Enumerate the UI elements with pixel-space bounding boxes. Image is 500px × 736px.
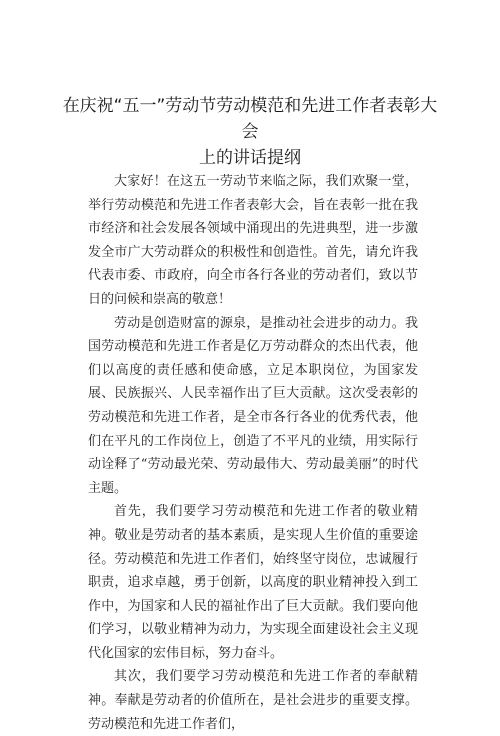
paragraph-2: 劳动是创造财富的源泉，是推动社会进步的动力。我国劳动模范和先进工作者是亿万劳动群众的杰出代表，他们以高度的责任感和使命感，立足本职岗位，为国家发展、民族振兴、人民幸福作出了巨大贡献。这次受表彰的劳动模范和先进工作者，是全市各行各业的优秀代表，他们在平凡的工作岗位上，创造了不平凡的业绩，用实际行动诠释了“劳动最光荣、劳动最伟大、劳动最美丽”的时代主题。 <box>88 315 418 496</box>
document-body <box>88 170 418 736</box>
paragraph-1: 大家好！在这五一劳动节来临之际，我们欢聚一堂，举行劳动模范和先进工作者表彰大会，旨在表彰一批在我市经济和社会发展各领域中涌现出的先进典型，进一步激发全市广大劳动群众的积极性和创造性。首先，请允许我代表市委、市政府，向全市各行各业的劳动者们，致以节日的问候和崇高的敬意！ <box>88 174 418 307</box>
paragraph-3: 首先，我们要学习劳动模范和先进工作者的敬业精神。敬业是劳动者的基本素质，是实现人生价值的重要途径。劳动模范和先进工作者们，始终坚守岗位，忠诚履行职责，追求卓越，勇于创新，以高度的职业精神投入到工作中，为国家和人民的福祉作出了巨大贡献。我们要向他们学习，以敬业精神为动力，为实现全面建设社会主义现代化国家的宏伟目标，努力奋斗。 <box>88 504 418 661</box>
paragraph-4: 其次，我们要学习劳动模范和先进工作者的奉献精神。奉献是劳动者的价值所在，是社会进步的重要支撑。劳动模范和先进工作者们， <box>88 669 418 732</box>
title-line-1: 在庆祝“五一”劳动节劳动模范和先进工作者表彰大会 <box>62 96 438 142</box>
title-line-2: 上的讲话提纲 <box>199 148 301 168</box>
document-title <box>60 93 440 171</box>
